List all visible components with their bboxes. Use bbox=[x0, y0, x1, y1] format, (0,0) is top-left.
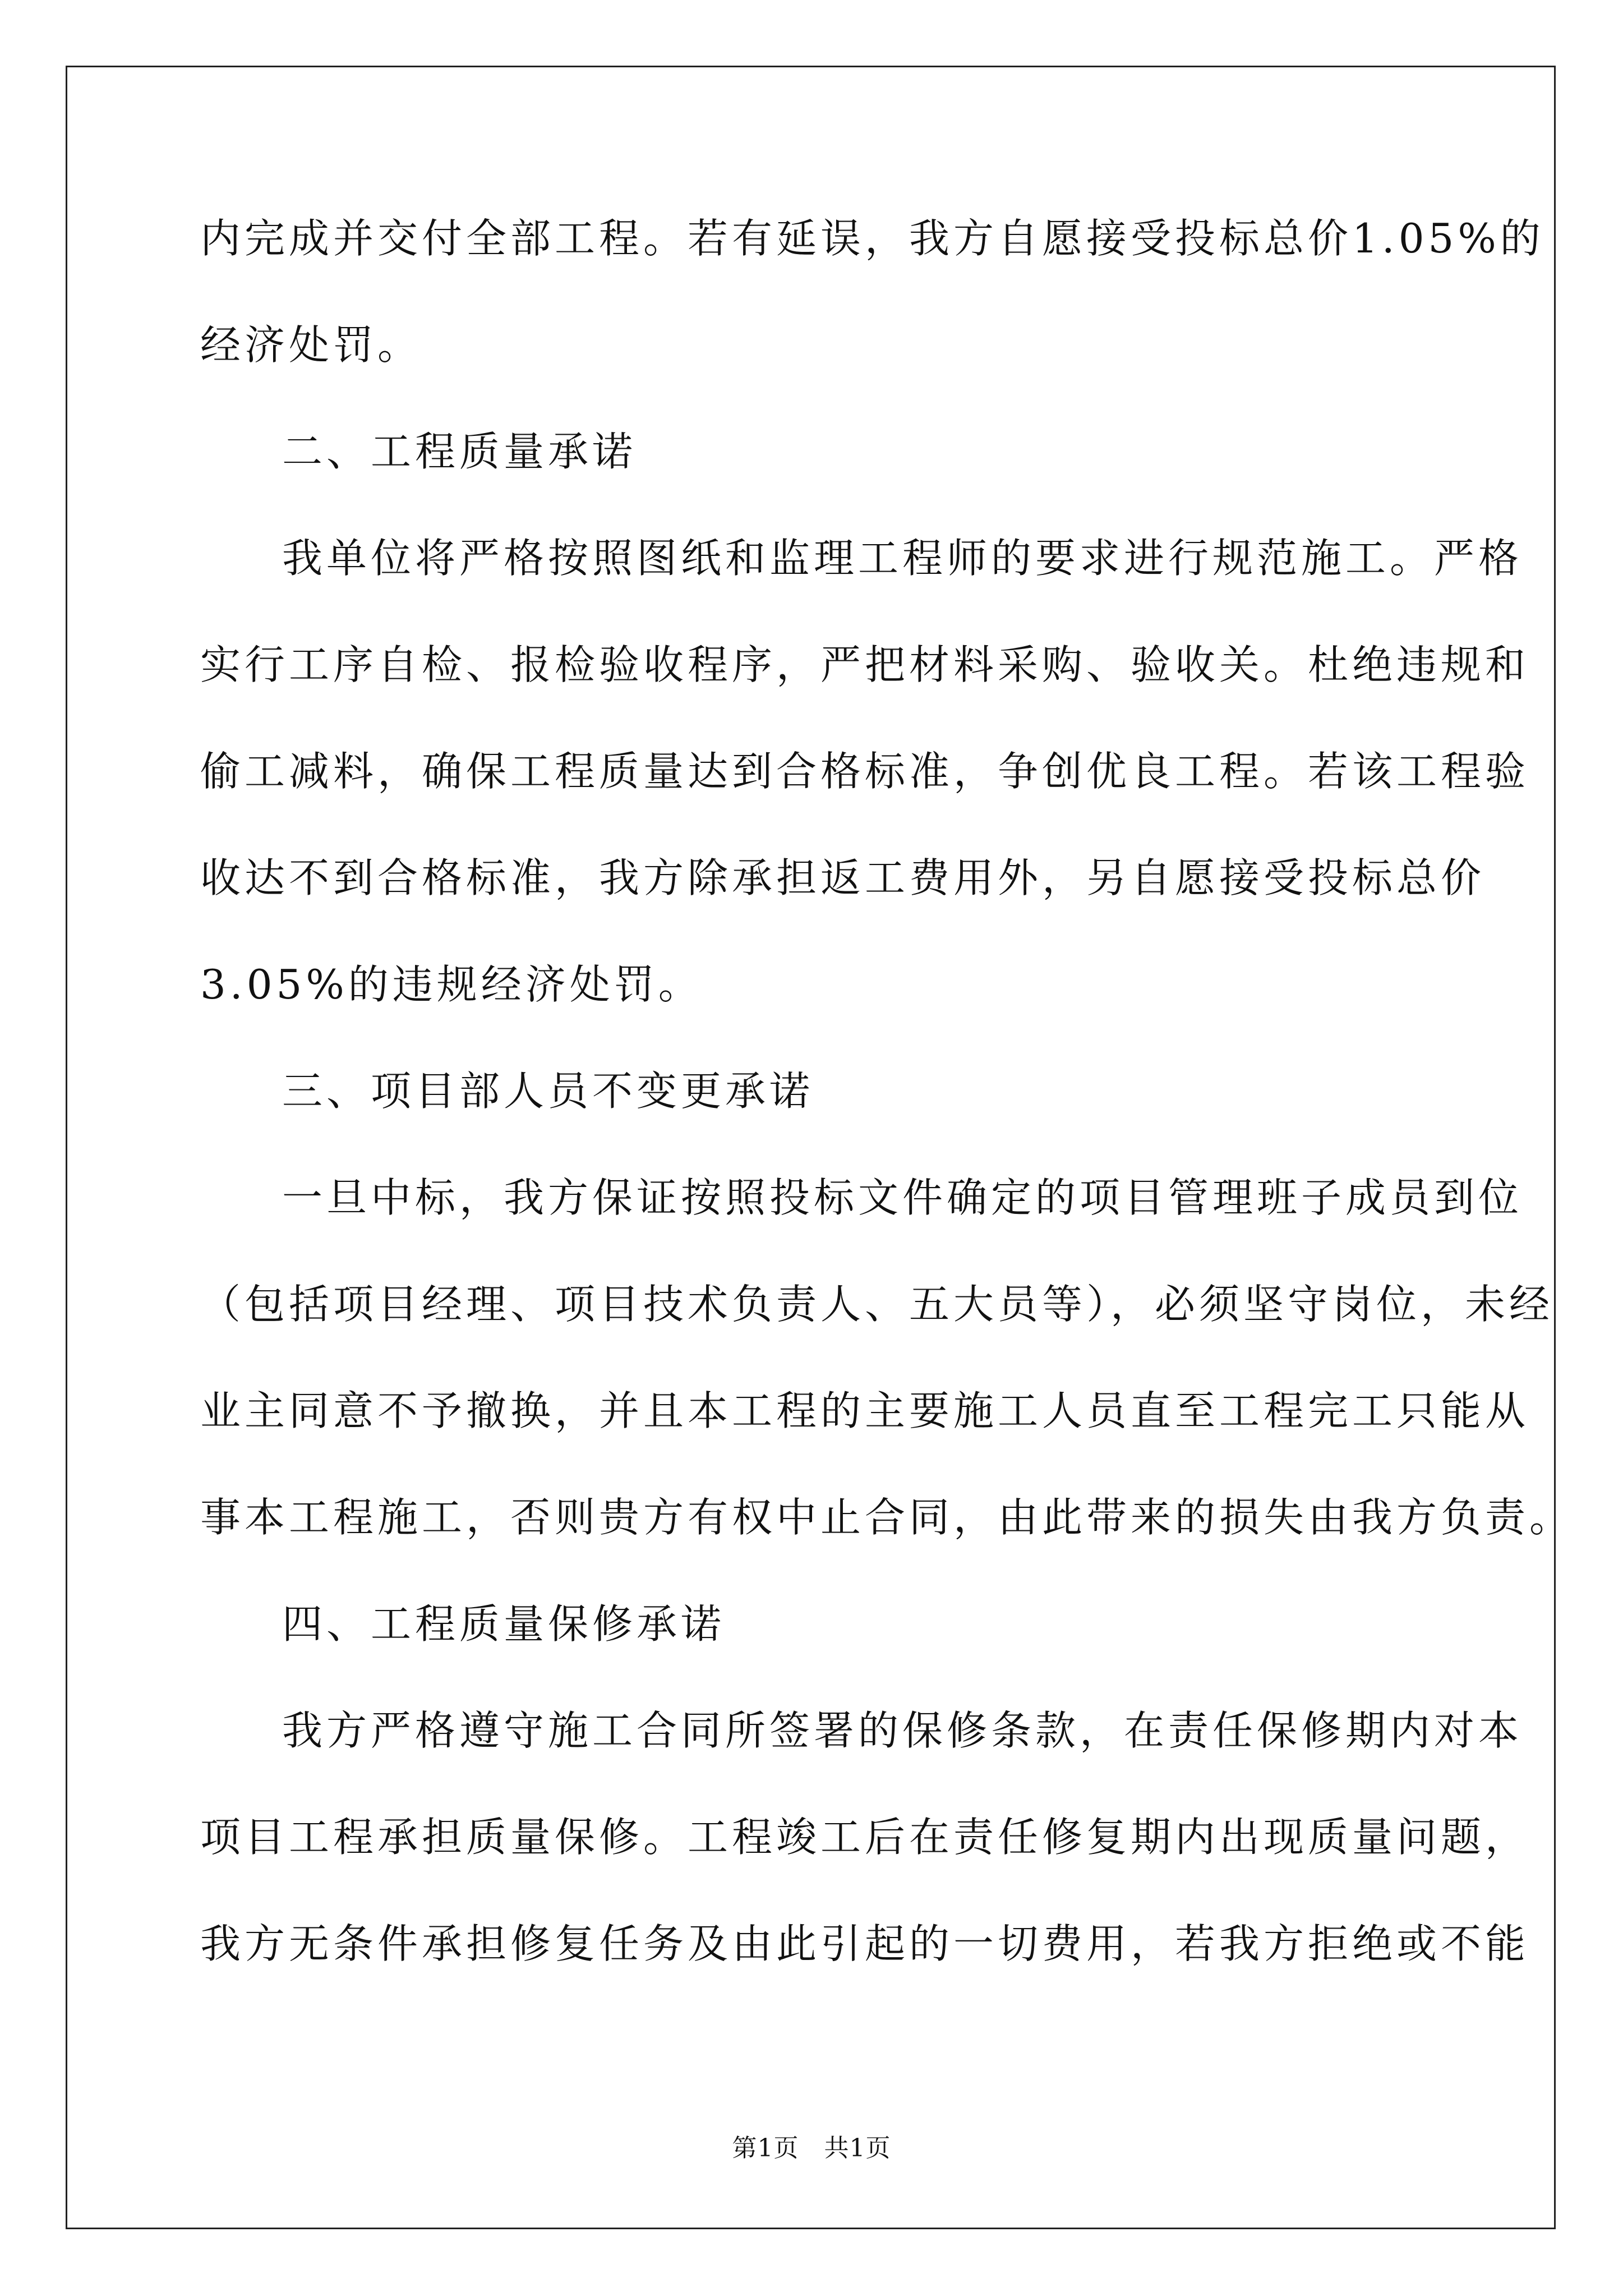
text-line: 3.05%的违规经济处罚。 bbox=[200, 961, 703, 1008]
text-line: 项目工程承担质量保修。工程竣工后在责任修复期内出现质量问题， bbox=[200, 1814, 1530, 1861]
text-line: 业主同意不予撤换，并且本工程的主要施工人员直至工程完工只能从 bbox=[200, 1387, 1530, 1434]
text-line: 经济处罚。 bbox=[200, 321, 422, 369]
text-line: 实行工序自检、报检验收程序，严把材料采购、验收关。杜绝违规和 bbox=[200, 641, 1530, 688]
text-line: 一旦中标，我方保证按照投标文件确定的项目管理班子成员到位 bbox=[282, 1174, 1523, 1221]
text-line: 事本工程施工，否则贵方有权中止合同，由此带来的损失由我方负责。 bbox=[200, 1494, 1574, 1541]
text-line: 我单位将严格按照图纸和监理工程师的要求进行规范施工。严格 bbox=[282, 535, 1523, 582]
section-heading: 三、项目部人员不变更承诺 bbox=[282, 1068, 814, 1115]
text-line: 收达不到合格标准，我方除承担返工费用外，另自愿接受投标总价 bbox=[200, 854, 1486, 901]
text-line: 我方无条件承担修复任务及由此引起的一切费用，若我方拒绝或不能 bbox=[200, 1920, 1530, 1967]
section-heading: 四、工程质量保修承诺 bbox=[282, 1600, 726, 1648]
text-line: （包括项目经理、项目技术负责人、五大员等），必须坚守岗位，未经 bbox=[200, 1281, 1554, 1328]
text-line: 我方严格遵守施工合同所签署的保修条款，在责任保修期内对本 bbox=[282, 1707, 1523, 1754]
document-body bbox=[200, 215, 1574, 2030]
page-footer: 第1页 共1页 bbox=[732, 2134, 891, 2162]
text-line: 偷工减料，确保工程质量达到合格标准，争创优良工程。若该工程验 bbox=[200, 748, 1530, 795]
section-heading: 二、工程质量承诺 bbox=[282, 428, 637, 475]
text-line: 内完成并交付全部工程。若有延误，我方自愿接受投标总价1.05%的 bbox=[200, 215, 1544, 262]
